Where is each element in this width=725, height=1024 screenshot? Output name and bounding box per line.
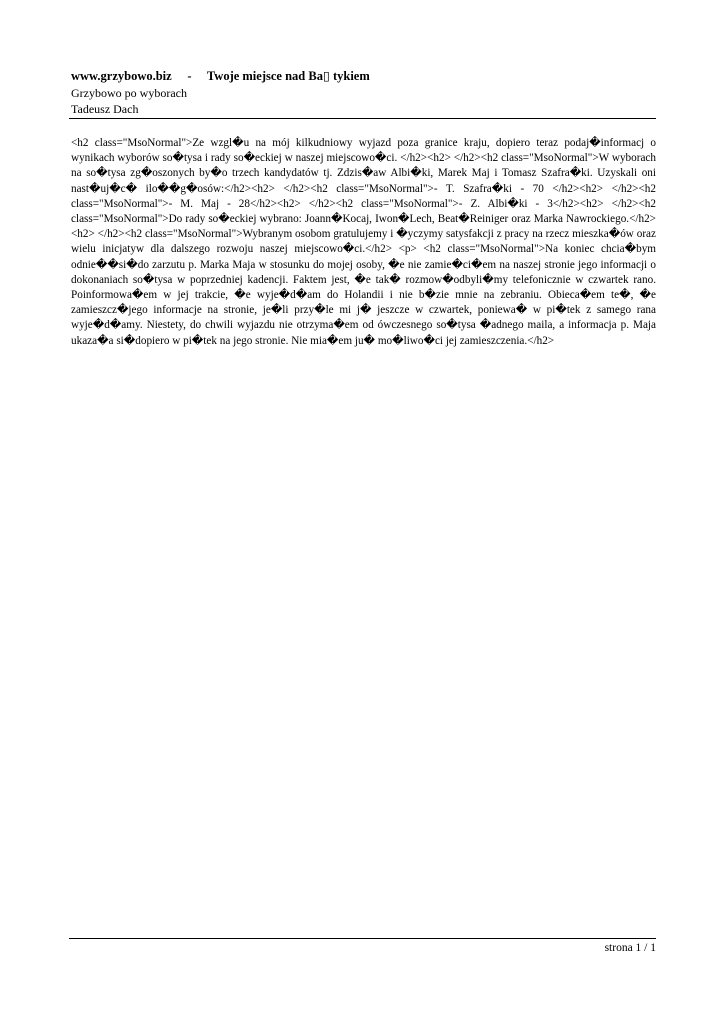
page-header xyxy=(71,68,656,117)
header-divider xyxy=(69,118,656,119)
article-title: Grzybowo po wyborach xyxy=(71,86,187,100)
article-text: <h2 class="MsoNormal">Ze wzgl�u na mój kilkudniowy wyjazd poza granice kraju, dopiero teraz podaj�informacj o wynikach wyborów so�tysa i rady so�eckiej w naszej miejscowo�ci. </h2><h2> </h2><h2 class="MsoNormal">W wyborach na so�tysa zg�oszonych by�o trzech kandydatów tj. Zdzis�aw Albi�ki, Marek Maj i Tomasz Szafra�ki. Uzyskali oni nast�uj�c� ilo��g�osów:</h2><h2> </h2><h2 class="MsoNormal">- T. Szafra�ki - 70 </h2><h2> </h2><h2 class="MsoNormal">- M. Maj - 28</h2><h2> </h2><h2 class="MsoNormal">- Z. Albi�ki - 3</h2><h2> </h2><h2 class="MsoNormal">Do rady so�eckiej wybrano: Joann�Kocaj, Iwon�Lech, Beat�Reiniger oraz Marka Nawrockiego.</h2><h2> </h2><h2 class="MsoNormal">Wybranym osobom gratulujemy i �yczymy satysfakcji z pracy na rzecz mieszka�ów oraz wielu inicjatyw dla dalszego rozwoju naszej miejscowo�ci.</h2> <p> <h2 class="MsoNormal">Na koniec chcia�bym odnie��si�do zarzutu p. Marka Maja w stosunku do mojej osoby, �e nie zamie�ci�em na naszej stronie jego informacji o dokonaniach so�tysa w poprzedniej kadencji. Faktem jest, �e tak� rozmow�odbyli�my telefonicznie w czwartek rano. Poinformowa�em w jej trakcie, �e wyje�d�am do Holandii i nie b�zie mnie na zebraniu. Obieca�em te�, �e zamieszcz�jego informacje na stronie, je�li przy�le mi j� jeszcze w czwartek, poniewa� w pi�tek z samego rana wyje�d�amy. Niestety, do chwili wyjazdu nie otrzyma�em od ówczesnego so�tysa �adnego maila, a informacja p. Maja ukaza�a si�dopiero w pi�tek na jego stronie. Nie mia�em ju� mo�liwo�ci jej zamieszczenia.</h2> xyxy=(71,137,656,347)
site-title: www.grzybowo.biz - Twoje miejsce nad Ba▯ tykiem xyxy=(71,69,370,83)
author-name: Tadeusz Dach xyxy=(71,102,139,116)
article-body xyxy=(71,136,656,349)
page-number: strona 1 / 1 xyxy=(604,942,656,954)
footer-divider xyxy=(69,938,656,939)
